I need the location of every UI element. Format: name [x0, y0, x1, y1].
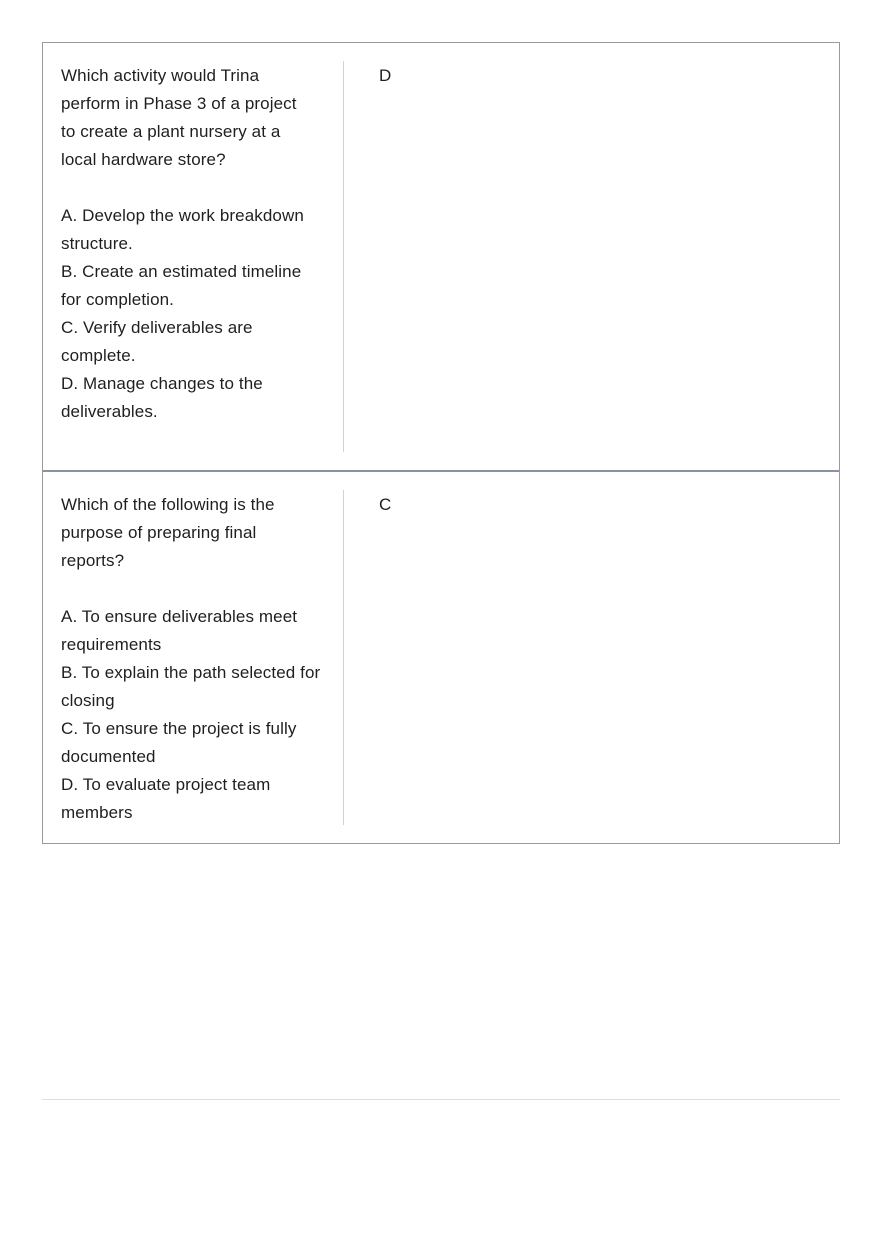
question-text: Which activity would Trina perform in Phase 3 of a project to create a plant nursery at a local hardware store? [61, 66, 297, 169]
flashcard-definition [344, 43, 839, 470]
flashcard-definition [344, 472, 839, 843]
flashcard [43, 470, 839, 843]
option-b: B. To explain the path selected for closing [61, 663, 321, 710]
option-c: C. Verify deliverables are complete. [61, 318, 253, 365]
flashcard [43, 43, 839, 470]
flashcard-term [43, 490, 344, 825]
option-b: B. Create an estimated timeline for completion. [61, 262, 302, 309]
question-text: Which of the following is the purpose of preparing final reports? [61, 495, 275, 570]
flashcard-term [43, 61, 344, 452]
option-c: C. To ensure the project is fully documented [61, 719, 297, 766]
answer-text: C [379, 495, 392, 514]
option-a: A. Develop the work breakdown structure. [61, 206, 304, 253]
flashcard-list [42, 42, 840, 844]
option-d: D. To evaluate project team members [61, 775, 271, 822]
option-a: A. To ensure deliverables meet requirements [61, 607, 298, 654]
footer-divider [42, 1099, 840, 1100]
option-d: D. Manage changes to the deliverables. [61, 374, 263, 421]
answer-text: D [379, 66, 392, 85]
